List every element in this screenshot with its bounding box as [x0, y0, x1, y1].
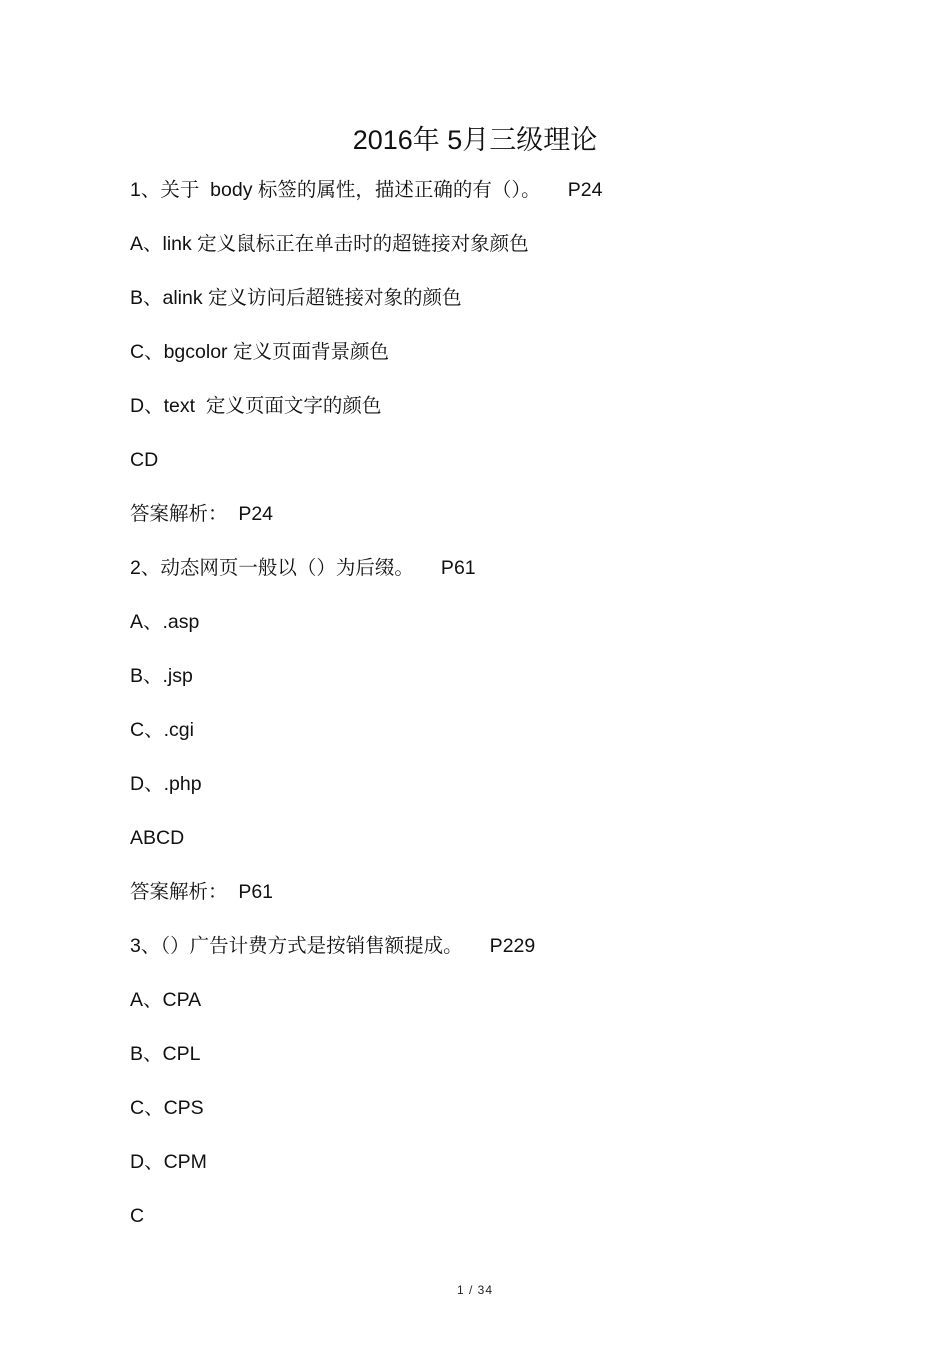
- question-2-stem: 2、动态网页一般以（）为后缀。 P61: [130, 557, 476, 579]
- question-3-option-a: A、CPA: [130, 989, 202, 1011]
- question-2-option-a: A、.asp: [130, 611, 200, 633]
- question-3-stem: 3、（）广告计费方式是按销售额提成。 P229: [130, 935, 536, 957]
- page-indicator: 1 / 34: [456, 1283, 494, 1297]
- question-3-answer: C: [130, 1205, 145, 1227]
- question-2-answer: ABCD: [130, 827, 185, 849]
- question-1-option-d: D、text 定义页面文字的颜色: [130, 395, 382, 417]
- question-1-explanation: 答案解析： P24: [130, 503, 274, 525]
- question-2-option-c: C、.cgi: [130, 719, 194, 741]
- question-1-option-a: A、link 定义鼠标正在单击时的超链接对象颜色: [130, 233, 529, 255]
- question-1-option-c: C、bgcolor 定义页面背景颜色: [130, 341, 389, 363]
- document-title: 2016年 5月三级理论: [352, 125, 598, 155]
- question-2-option-b: B、.jsp: [130, 665, 193, 687]
- question-3-option-c: C、CPS: [130, 1097, 204, 1119]
- question-2-explanation: 答案解析： P61: [130, 881, 274, 903]
- question-3-option-b: B、CPL: [130, 1043, 201, 1065]
- question-1-answer: CD: [130, 449, 159, 471]
- question-3-option-d: D、CPM: [130, 1151, 207, 1173]
- question-2-option-d: D、.php: [130, 773, 202, 795]
- question-1-stem: 1、关于 body 标签的属性，描述正确的有（）。 P24: [130, 179, 603, 201]
- question-1-option-b: B、alink 定义访问后超链接对象的颜色: [130, 287, 462, 309]
- document-body: [130, 170, 850, 1250]
